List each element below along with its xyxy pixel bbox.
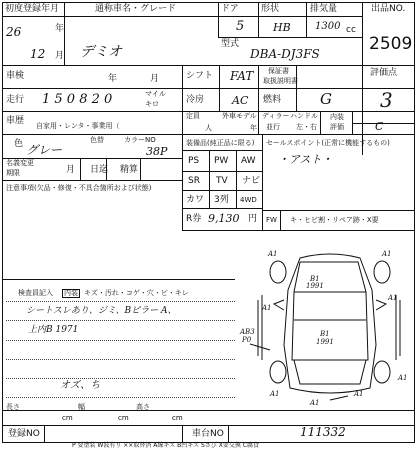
- doors: 5: [236, 19, 245, 34]
- equip-sr: SR: [188, 176, 200, 186]
- name-change-tail: 精算: [120, 165, 139, 175]
- dmg-mark-door-year: 1991: [316, 338, 334, 346]
- equipment-label: 装備品(純正品に限る): [186, 139, 255, 147]
- fuel-value: G: [320, 90, 332, 108]
- damage-legend: P 要塗装 W波有り ××取替済 A線キズ B凹キズ Sさび X要交換 C腐食: [72, 442, 259, 449]
- dmg-mark-left-side-2: P0: [242, 336, 252, 344]
- name-change-day: 日迄: [90, 165, 109, 175]
- shift-value: FAT: [230, 69, 254, 83]
- exhibit-no-label: 出品NO.: [371, 4, 406, 14]
- dmg-mark-left-side: AB3: [240, 328, 255, 336]
- color-value: グレー: [26, 143, 63, 157]
- grade-label: 通称車名・グレード: [95, 4, 177, 14]
- color-change-mark: 色替: [90, 136, 104, 144]
- equip-pw: PW: [214, 156, 229, 166]
- interior-value: C: [375, 120, 384, 133]
- month-mark: 月: [55, 51, 65, 61]
- fw-legend: キ・ヒビ割・リペア跡・X要: [290, 216, 379, 224]
- equip-leather: カワ: [186, 195, 205, 205]
- dmg-mark-roof-year: 1991: [306, 282, 324, 290]
- chassis-no-label: 車台NO: [192, 429, 224, 439]
- first-reg-year: 26: [6, 25, 22, 39]
- interior-label: 内装: [330, 113, 344, 121]
- exhibit-no: 2509: [369, 34, 413, 54]
- width-label: 幅: [78, 403, 85, 411]
- equip-4wd: 4WD: [240, 196, 257, 204]
- width-unit: cm: [118, 414, 129, 422]
- mileage-label: 走行: [6, 95, 25, 105]
- handle-options: 左・右: [296, 123, 317, 131]
- ac-value: AC: [232, 94, 249, 107]
- cc-label: cc: [346, 25, 356, 35]
- recycle-unit: 円: [248, 214, 258, 224]
- mileage-unit-mile: マイル: [145, 90, 166, 98]
- reg-no-label: 登録NO: [8, 429, 40, 439]
- color-label: 色: [14, 139, 24, 149]
- first-reg-month: 12: [30, 47, 46, 61]
- chassis-no-value: 111332: [300, 425, 346, 439]
- history-label: 車歴: [6, 116, 25, 126]
- warranty-label: 保証書: [268, 67, 289, 75]
- score-value: 3: [380, 88, 393, 112]
- dmg-mark-door-code: B1: [320, 330, 330, 338]
- equip-3rd-row: 3列: [214, 195, 229, 205]
- shift-label: シフト: [186, 71, 214, 81]
- recycle-value: 9,130: [208, 212, 240, 225]
- name-change-month: 月: [66, 165, 76, 175]
- name-change-label: 名義変更: [6, 159, 34, 167]
- equip-tv: TV: [216, 176, 228, 186]
- dmg-mark-front-left: A1: [268, 250, 278, 258]
- inspection-label: 車検: [6, 71, 25, 81]
- manual-label: 取扱説明書: [263, 77, 298, 85]
- shape: HB: [273, 21, 291, 34]
- length-unit: cm: [62, 414, 73, 422]
- capacity-label: 定員: [186, 112, 200, 120]
- dmg-mark-bottom: A1: [310, 399, 320, 407]
- inspector-label: 検査員記入: [18, 289, 53, 297]
- handle-label: ハンドル: [290, 112, 318, 120]
- inspector-codes: キズ・汚れ・コゲ・穴・ビ・キレ: [84, 289, 189, 297]
- first-reg-label: 初度登録年月: [5, 4, 60, 14]
- dmg-mark-right-side: A1: [398, 374, 408, 382]
- height-unit: cm: [172, 414, 183, 422]
- history-options: 自家用・レンタ・事業用（: [36, 122, 120, 130]
- sales-point-value: ・アスト・: [278, 153, 333, 166]
- dmg-mark-rear-right: A1: [354, 390, 364, 398]
- parallel-label: 並行: [266, 123, 280, 131]
- name-change-deadline: 期限: [6, 169, 20, 177]
- recycle-label: R券: [186, 214, 202, 224]
- foreign-model-label: 外車モデル: [222, 112, 257, 120]
- mileage-value: 1 5 0 8 2 0: [42, 92, 113, 107]
- ac-label: 冷房: [186, 95, 205, 105]
- displacement: 1300: [315, 21, 341, 32]
- model-code: DBA-DJ3FS: [250, 47, 320, 61]
- foreign-model-unit: 年: [250, 124, 257, 132]
- notes-label: 注意事項(欠品・修復・不具合箇所および状態): [6, 184, 152, 192]
- length-label: 長さ: [6, 403, 20, 411]
- model-label: 型式: [221, 39, 240, 49]
- interior-eval-label: 評価: [330, 123, 344, 131]
- dmg-mark-front-right: A1: [382, 250, 392, 258]
- year-mark: 年: [55, 24, 65, 34]
- inspection-year-mark: 年: [108, 74, 118, 84]
- height-label: 高さ: [136, 403, 150, 411]
- dmg-mark-left-mirror: A1: [262, 304, 272, 312]
- score-label: 評価点: [370, 68, 398, 78]
- dealer-label: ディラー: [262, 112, 290, 120]
- inspector-interior-box: 内装: [64, 289, 78, 297]
- shape-label: 形状: [261, 4, 280, 14]
- colorno-label: カラーNO: [124, 136, 156, 144]
- equip-ps: PS: [188, 156, 200, 166]
- inspector-note-1: シートスレあり、ジミ、Bピラー A、: [26, 306, 177, 316]
- equip-navi: ナビ: [242, 176, 261, 186]
- inspection-month-mark: 月: [150, 74, 160, 84]
- colorno-value: 38P: [146, 145, 168, 158]
- car-name: デミオ: [80, 44, 122, 60]
- sales-point-label: セールスポイント(正常に機能するもの): [266, 139, 390, 147]
- fw-label: FW: [266, 216, 277, 224]
- fuel-label: 燃料: [263, 95, 282, 105]
- dmg-mark-rear-left: A1: [270, 390, 280, 398]
- mileage-unit-km: キロ: [145, 100, 159, 108]
- capacity-unit: 人: [205, 124, 212, 132]
- inspector-note-3: オズ、ち: [60, 380, 101, 391]
- door-label: ドア: [221, 4, 239, 14]
- dmg-mark-right-mirror: A1: [388, 294, 398, 302]
- inspector-note-2: 上内B 1971: [28, 325, 79, 335]
- dmg-mark-roof-code: B1: [310, 275, 320, 283]
- displacement-label: 排気量: [310, 4, 338, 14]
- equip-aw: AW: [241, 156, 256, 166]
